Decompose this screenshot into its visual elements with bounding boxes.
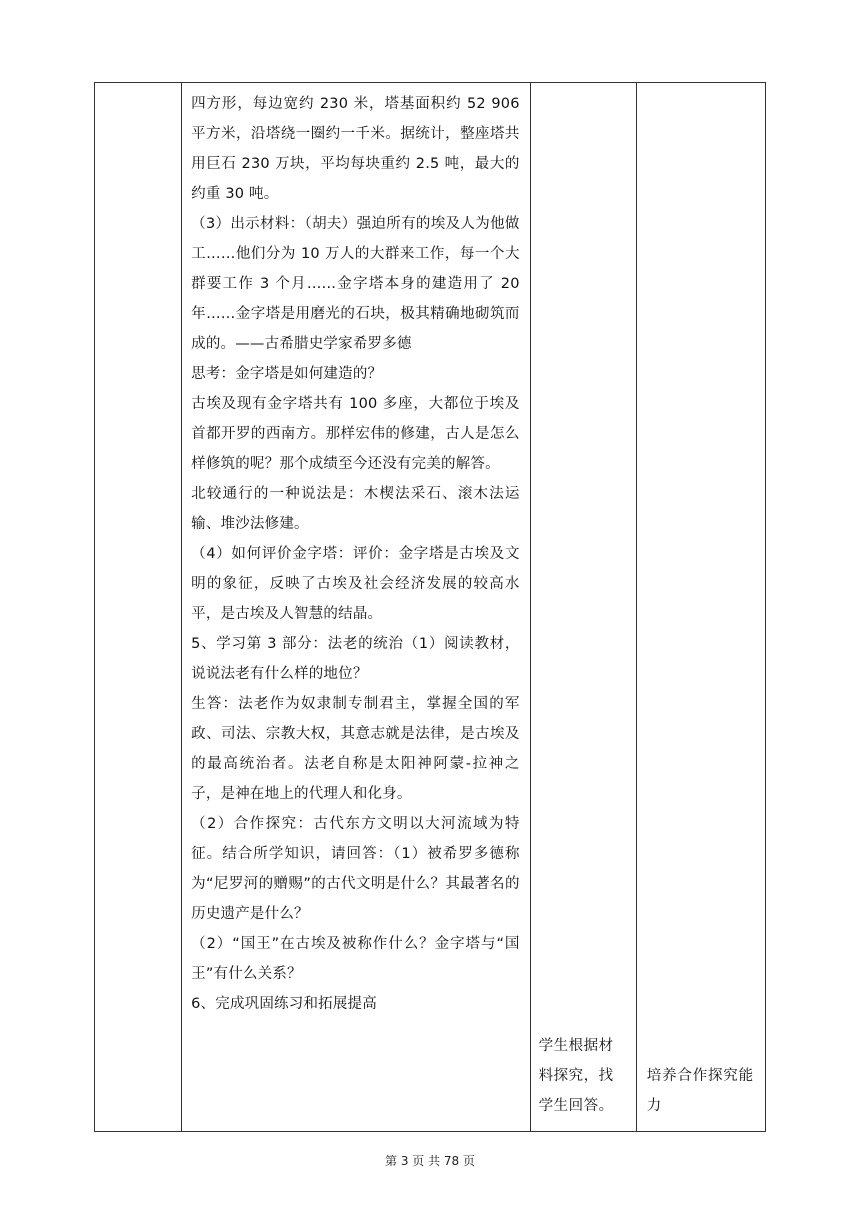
paragraph-construction-theory: 北较通行的一种说法是：木楔法采石、滚木法运输、堆沙法修建。: [191, 486, 520, 532]
student-activity-cell: [530, 83, 636, 1132]
paragraph-think-question: 思考：金字塔是如何建造的？: [191, 366, 383, 382]
paragraph-cooperative-inquiry: （2）合作探究：古代东方文明以大河流域为特征。结合所学知识，请回答：（1）被希罗多德称为“尼罗河的赠赐”的古代文明是什么？其最著名的历史遗产是什么？: [191, 816, 520, 922]
paragraph-pyramid-dimensions: 四方形，每边宽约 230 米，塔基面积约 52 906 平方米，沿塔绕一圈约一千米。据统计，整座塔共用巨石 230 万块，平均每块重约 2.5 吨，最大的约重 30 吨。: [191, 96, 520, 202]
paragraph-pharaoh-section: 5、学习第 3 部分：法老的统治（1）阅读教材，说说法老有什么样的地位？: [191, 636, 520, 682]
teaching-process-cell: [182, 83, 531, 1132]
paragraph-evaluation: （4）如何评价金字塔：评价：金字塔是古埃及文明的象征，反映了古埃及社会经济发展的较高水平，是古埃及人智慧的结晶。: [191, 546, 520, 622]
paragraph-herodotus-material: （3）出示材料：（胡夫）强迫所有的埃及人为他做工……他们分为 10 万人的大群来工作，每一个大群要工作 3 个月……金字塔本身的建造用了 20 年……金字塔是用磨光的石块，极其精确地砌筑而成的。——古希腊史学家希罗多德: [191, 216, 520, 352]
paragraph-exercises: 6、完成巩固练习和拓展提高: [191, 996, 377, 1012]
design-intent-cell: [636, 83, 765, 1132]
student-activity-text: 学生根据材料探究，找学生回答。: [538, 1038, 614, 1114]
lesson-plan-table: [94, 82, 766, 1132]
table-row: [95, 83, 766, 1132]
design-intent-text: 培养合作探究能力: [646, 1068, 754, 1114]
paragraph-student-answer: 生答：法老作为奴隶制专制君主，掌握全国的军政、司法、宗教大权，其意志就是法律，是古埃及的最高统治者。法老自称是太阳神阿蒙-拉神之子，是神在地上的代理人和化身。: [191, 696, 520, 802]
paragraph-pyramid-count: 古埃及现有金字塔共有 100 多座，大都位于埃及首都开罗的西南方。那样宏伟的修建，古人是怎么样修筑的呢？那个成绩至今还没有完美的解答。: [191, 396, 520, 472]
paragraph-king-question: （2）“国王”在古埃及被称作什么？金字塔与“国王”有什么关系？: [191, 936, 520, 982]
page-number: 第 3 页 共 78 页: [385, 1154, 475, 1168]
empty-column-cell: [95, 83, 182, 1132]
